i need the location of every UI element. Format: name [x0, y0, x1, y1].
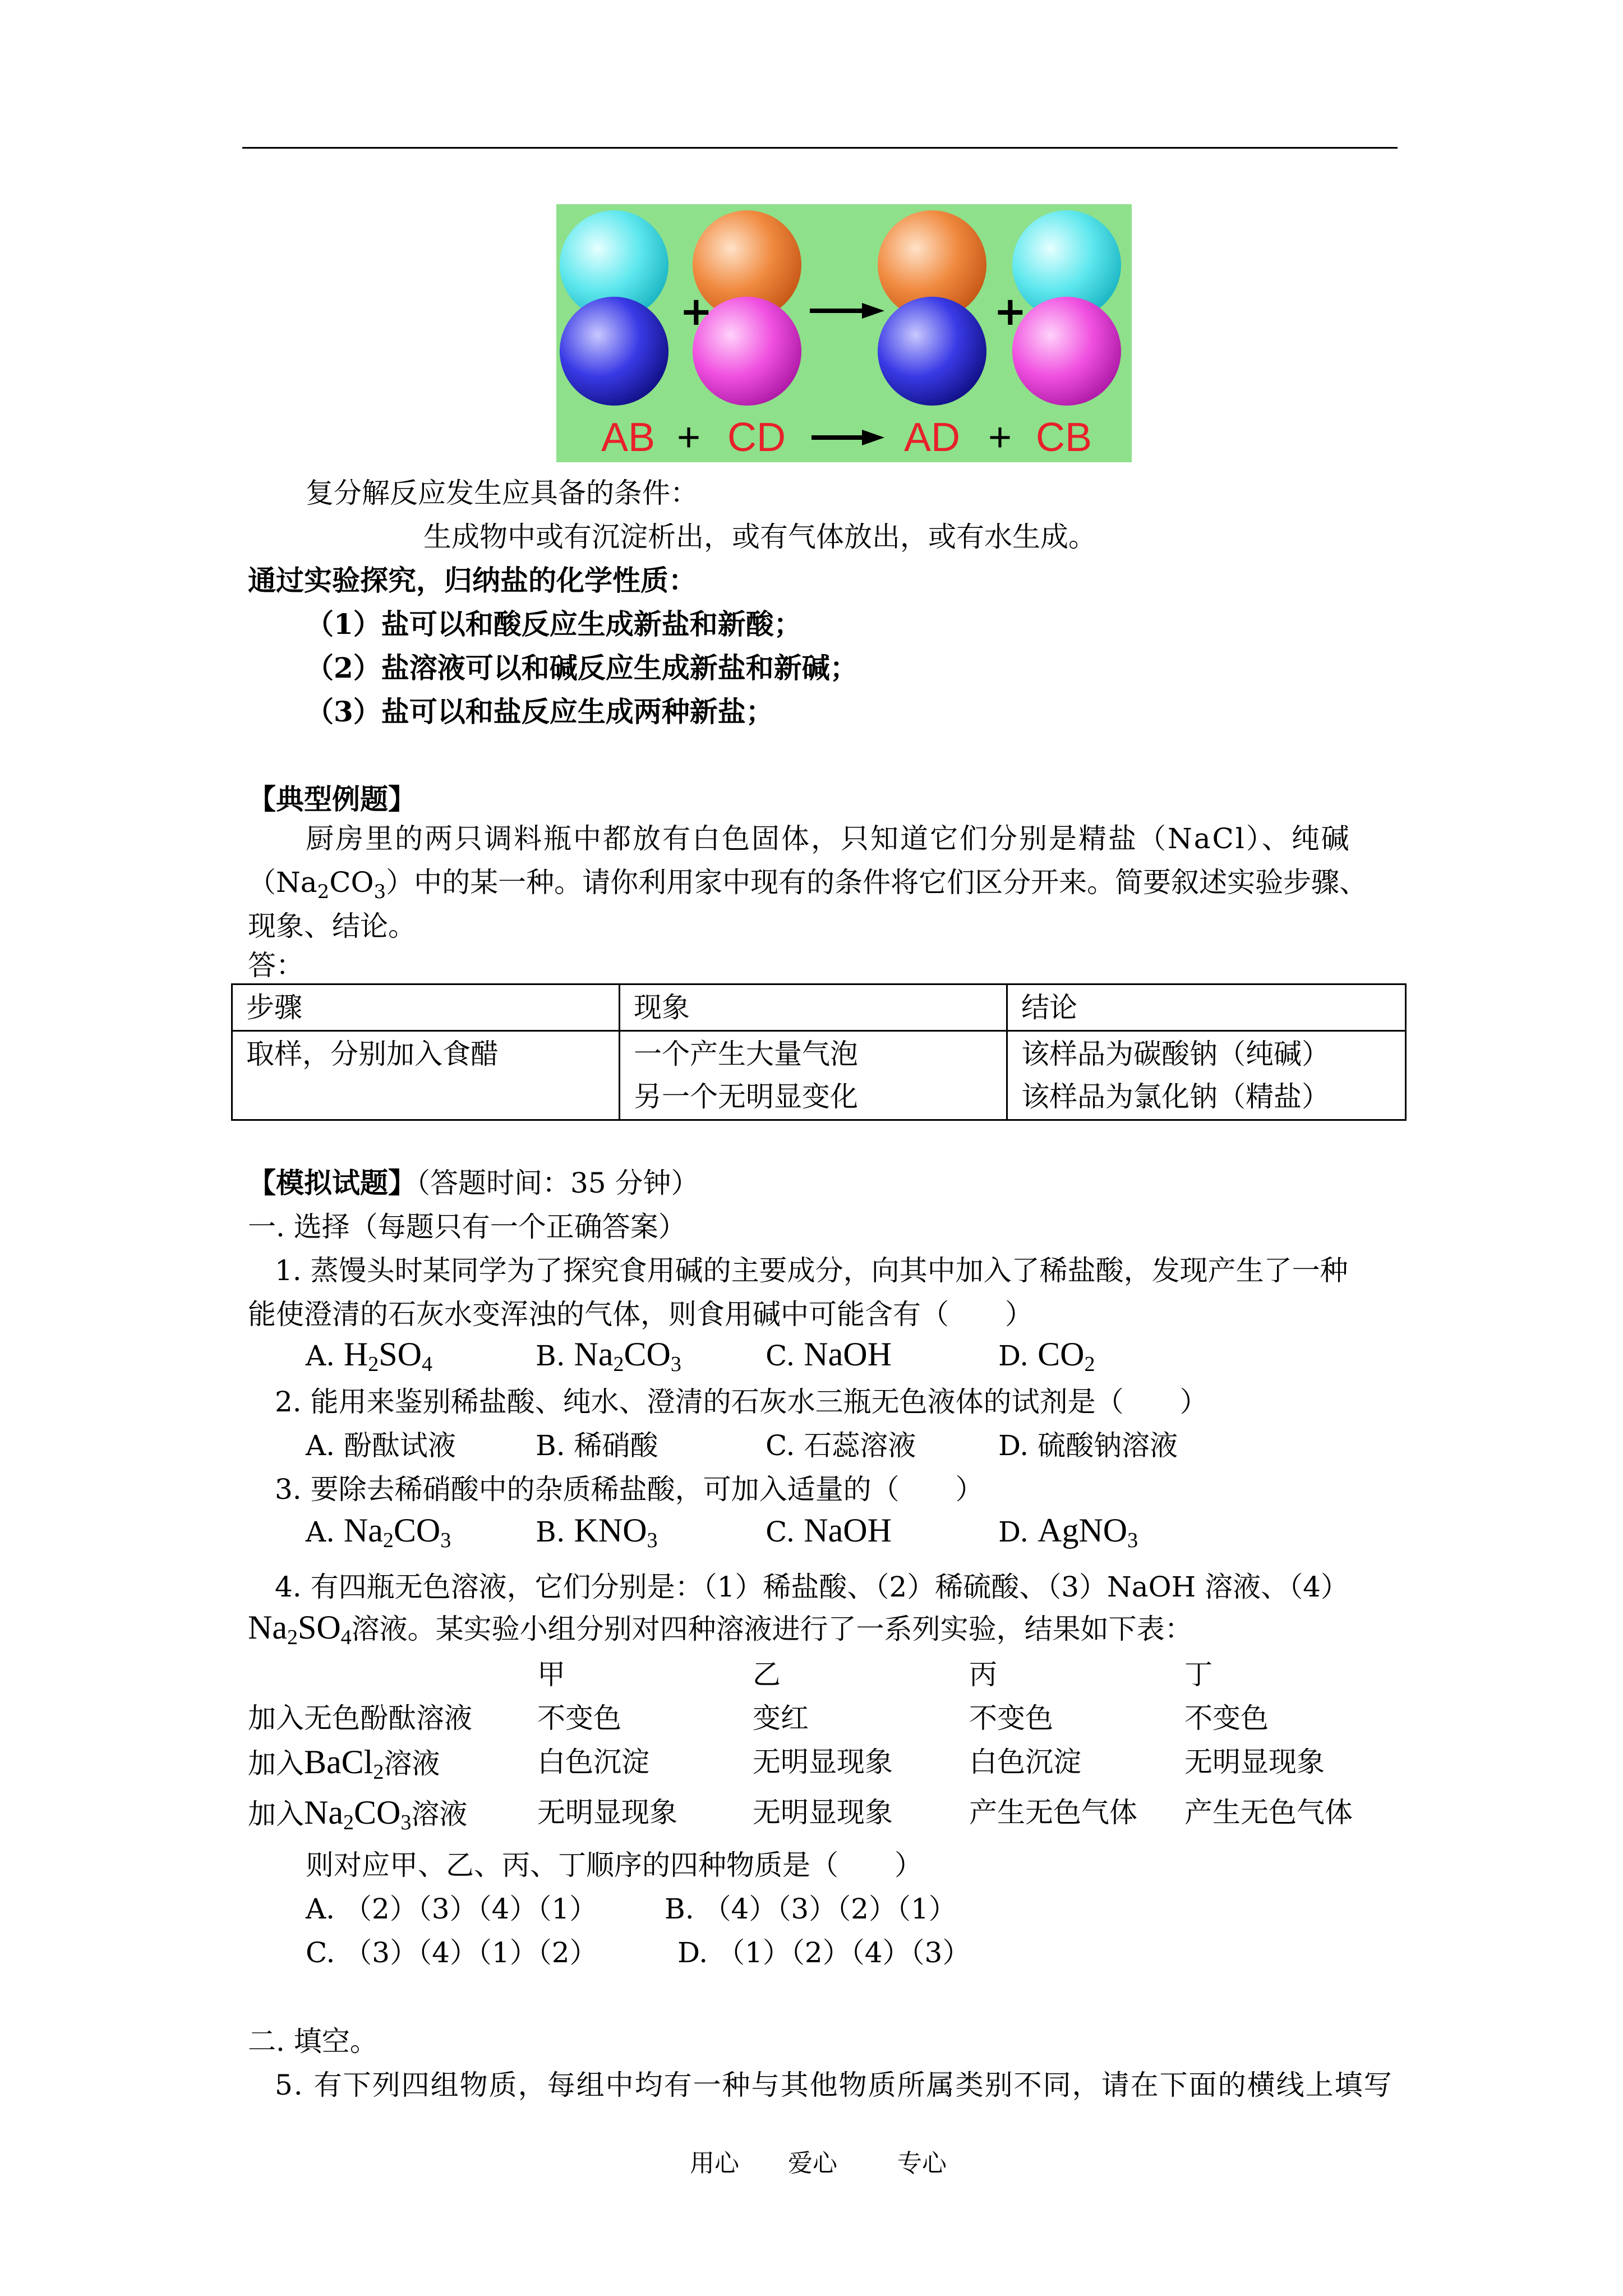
table-header-row	[232, 984, 1406, 1031]
q3-option-a[interactable]: A. $Na_2CO_3$	[306, 1512, 451, 1552]
header-rule	[242, 147, 1398, 149]
q4-row1-jia: 不变色	[537, 1702, 621, 1734]
table-cell-conclusions: 该样品为碳酸钠（纯碱） 该样品为氯化钠（精盐）	[1007, 1031, 1406, 1120]
conditions-text: 生成物中或有沉淀析出，或有气体放出，或有水生成。	[423, 521, 1096, 553]
label-ad: AD	[904, 415, 961, 460]
mock-time: （答题时间：35 分钟）	[416, 1167, 699, 1199]
q5-text: 5. 有下列四组物质，每组中均有一种与其他物质所属类别不同，请在下面的横线上填写	[275, 2069, 1393, 2101]
table-row	[232, 1031, 1406, 1120]
summary-title: 通过实验探究，归纳盐的化学性质：	[248, 564, 697, 597]
q3-text: 3. 要除去稀硝酸中的杂质稀盐酸，可加入适量的（ ）	[275, 1473, 984, 1506]
example-line-3: 现象、结论。	[248, 910, 416, 942]
example-heading: 【典型例题】	[248, 783, 416, 816]
q4-row3-bing: 产生无色气体	[969, 1796, 1137, 1829]
q4-row2-jia: 白色沉淀	[537, 1746, 649, 1778]
conditions-title: 复分解反应发生应具备的条件：	[306, 477, 698, 509]
footer-item-2: 爱心	[788, 2149, 837, 2178]
q2-option-d[interactable]: D. 硫酸钠溶液	[998, 1429, 1178, 1462]
q1-option-c[interactable]: C. NaOH	[766, 1336, 892, 1373]
atom-d2-magenta	[1012, 297, 1121, 406]
q3-option-c[interactable]: C. NaOH	[766, 1512, 892, 1549]
example-line-2: $(Na_2CO_3)$中的某一种。请你利用家中现有的条件将它们区分开来。简要叙述实验步骤、	[248, 866, 1368, 903]
q3-option-b[interactable]: B. $KNO_3$	[536, 1512, 658, 1552]
plus-sign-2: +	[994, 288, 1027, 334]
q1-option-a[interactable]: A. $H_2SO_4$	[306, 1336, 432, 1376]
q4-question: 则对应甲、乙、丙、丁顺序的四种物质是（ ）	[306, 1849, 923, 1881]
q1-option-d[interactable]: D. $CO_2$	[998, 1336, 1095, 1376]
label-cb: CB	[1036, 415, 1092, 460]
q4-row2-label: 加入BaCl$_2$溶液	[248, 1743, 440, 1784]
atom-b2-blue	[878, 297, 986, 406]
q1-line-1: 1. 蒸馒头时某同学为了探究食用碱的主要成分，向其中加入了稀盐酸，发现产生了一种	[275, 1254, 1348, 1287]
footer-item-1: 用心	[690, 2149, 739, 2178]
table-header-phenomenon: 现象	[620, 984, 1007, 1031]
q4-option-c[interactable]: C. （3）（4）（1）（2）	[306, 1936, 598, 1969]
q4-option-b[interactable]: B. （4）（3）（2）（1）	[665, 1893, 957, 1925]
q2-option-b[interactable]: B. 稀硝酸	[536, 1429, 658, 1462]
q2-option-a[interactable]: A. 酚酞试液	[306, 1429, 456, 1462]
q4-option-d[interactable]: D. （1）（2）（4）（3）	[677, 1936, 971, 1969]
q4-row1-label: 加入无色酚酞溶液	[248, 1702, 472, 1734]
summary-item-1: （1）盐可以和酸反应生成新盐和新酸；	[306, 608, 802, 641]
q4-col-jia: 甲	[537, 1658, 565, 1691]
mock-heading-line	[248, 1161, 699, 1205]
q1-line-2: 能使澄清的石灰水变浑浊的气体，则食用碱中可能含有（ ）	[248, 1298, 1033, 1331]
mock-heading: 【模拟试题】	[248, 1166, 416, 1199]
q2-text: 2. 能用来鉴别稀盐酸、纯水、澄清的石灰水三瓶无色液体的试剂是（ ）	[275, 1386, 1208, 1418]
q2-option-c[interactable]: C. 石蕊溶液	[766, 1429, 916, 1462]
answer-label: 答：	[248, 949, 304, 982]
answer-table	[231, 983, 1407, 1121]
table-cell-step: 取样，分别加入食醋	[232, 1031, 620, 1120]
label-cd: CD	[727, 415, 786, 460]
label-plus-1: +	[677, 415, 701, 460]
q4-row3-ding: 产生无色气体	[1184, 1796, 1353, 1829]
q4-row2-ding: 无明显现象	[1184, 1746, 1325, 1778]
q4-row2-yi: 无明显现象	[753, 1746, 893, 1778]
label-ab: AB	[601, 415, 656, 460]
q4-row3-label: 加入$Na_2CO_3$溶液	[248, 1794, 468, 1834]
atom-b-blue	[560, 297, 668, 406]
q4-col-bing: 丙	[969, 1658, 997, 1691]
q4-col-ding: 丁	[1184, 1658, 1212, 1691]
summary-item-3: （3）盐可以和盐反应生成两种新盐；	[306, 695, 774, 728]
footer-item-3: 专心	[897, 2149, 947, 2178]
q4-row1-bing: 不变色	[969, 1702, 1053, 1734]
table-header-step: 步骤	[232, 984, 620, 1031]
q1-option-b[interactable]: B. $Na_2CO_3$	[536, 1336, 681, 1376]
q4-row1-yi: 变红	[753, 1702, 809, 1734]
summary-item-2: （2）盐溶液可以和碱反应生成新盐和新碱；	[306, 651, 858, 684]
plus-sign: +	[680, 288, 713, 334]
example-line-1: 厨房里的两只调料瓶中都放有白色固体，只知道它们分别是精盐（NaCl）、纯碱	[306, 822, 1351, 855]
q4-col-yi: 乙	[753, 1658, 781, 1691]
table-header-conclusion: 结论	[1007, 984, 1406, 1031]
section-1-title: 一. 选择（每题只有一个正确答案）	[248, 1211, 686, 1243]
section-2-title: 二. 填空。	[248, 2025, 378, 2058]
q4-row1-ding: 不变色	[1184, 1702, 1269, 1734]
reaction-diagram	[556, 204, 1132, 462]
q4-row3-jia: 无明显现象	[537, 1796, 677, 1829]
q4-row3-yi: 无明显现象	[753, 1796, 893, 1829]
q4-line-1: 4. 有四瓶无色溶液，它们分别是：（1）稀盐酸、（2）稀硫酸、（3）NaOH 溶液、（4）	[275, 1571, 1349, 1603]
q4-row2-bing: 白色沉淀	[969, 1746, 1081, 1778]
q4-option-a[interactable]: A. （2）（3）（4）（1）	[306, 1893, 598, 1925]
q3-option-d[interactable]: D. AgNO$_3$	[998, 1512, 1138, 1552]
q4-line-2: $Na_2SO_4$溶液。某实验小组分别对四种溶液进行了一系列实验，结果如下表：	[248, 1609, 1193, 1649]
table-cell-phenomena: 一个产生大量气泡 另一个无明显变化	[620, 1031, 1007, 1120]
label-plus-2: +	[988, 415, 1012, 460]
